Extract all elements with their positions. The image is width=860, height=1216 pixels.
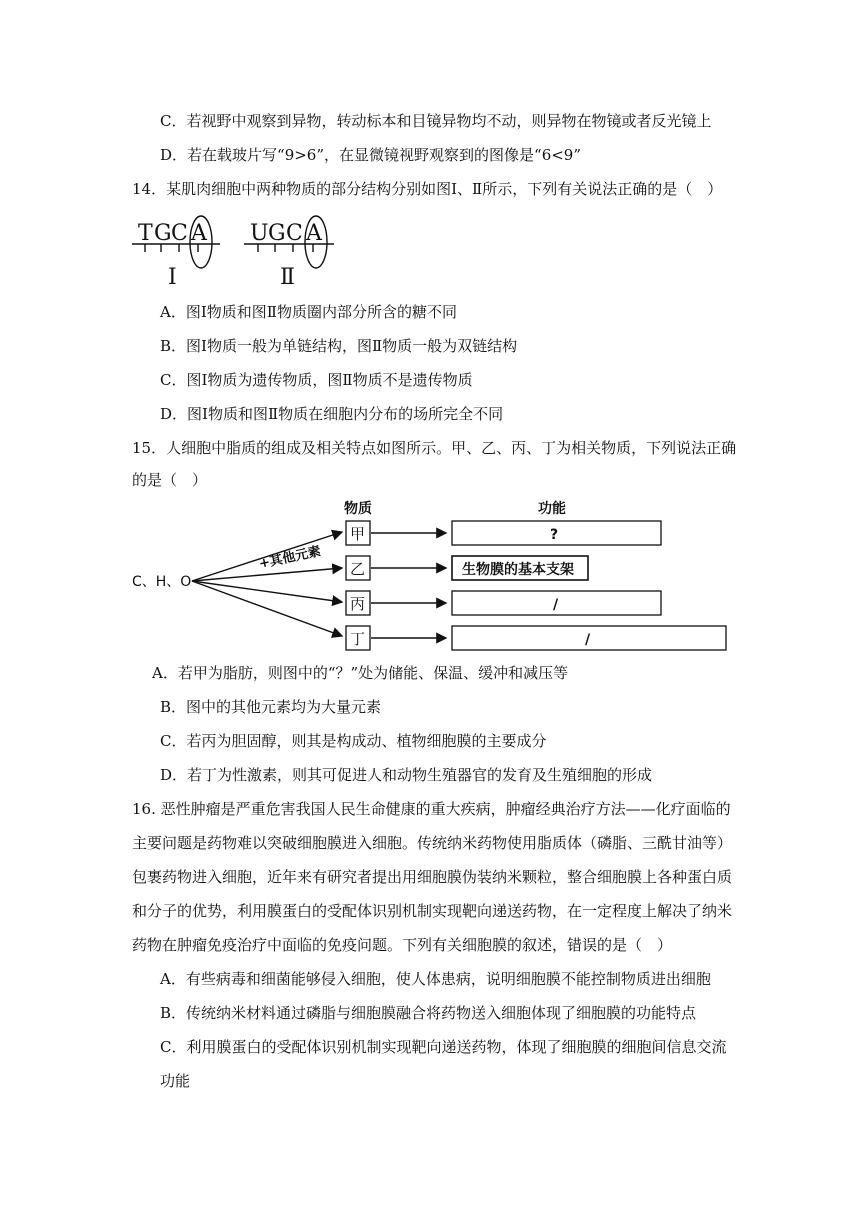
q16-option-c-line-2: 功能: [160, 1072, 191, 1090]
q16-stem-line-5: 药物在肿瘤免疫治疗中面临的免疫问题。下列有关细胞膜的叙述，错误的是（ ）: [132, 936, 673, 954]
q16-option-b: B．传统纳米材料通过磷脂与细胞膜融合将药物送入细胞体现了细胞膜的功能特点: [160, 1004, 697, 1022]
source-elements: C、H、O: [132, 574, 192, 590]
q14-option-b: B．图Ⅰ物质一般为单链结构，图Ⅱ物质一般为双链结构: [160, 337, 518, 355]
function-jia: ?: [550, 527, 559, 543]
q16-stem-line-3: 包裹药物进入细胞，近年来有研究者提出用细胞膜伪装纳米颗粒，整合细胞膜上各种蛋白质: [132, 868, 733, 886]
q16-option-a: A．有些病毒和细菌能够侵入细胞，使人体患病，说明细胞膜不能控制物质进出细胞: [160, 970, 711, 988]
structure-2-base-4: A: [306, 221, 322, 246]
function-yi: 生物膜的基本支架: [462, 562, 574, 578]
q14-option-a: A．图Ⅰ物质和图Ⅱ物质圈内部分所含的糖不同: [160, 303, 457, 321]
substance-yi: 乙: [350, 560, 366, 578]
q15-figure: [130, 496, 730, 656]
q16-option-c-line-1: C．利用膜蛋白的受配体识别机制实现靶向递送药物，体现了细胞膜的细胞间信息交流: [160, 1038, 727, 1056]
q13-option-d: D．若在载玻片写“9>6”，在显微镜视野观察到的图像是“6<9”: [160, 146, 582, 164]
structure-2-base-3: C: [286, 221, 303, 246]
structure-1: [132, 216, 220, 290]
q15-option-c: C．若丙为胆固醇，则其是构成动、植物细胞膜的主要成分: [160, 732, 547, 750]
substance-jia: 甲: [350, 525, 366, 543]
q14-figure: [128, 214, 348, 288]
function-bing: /: [553, 597, 559, 613]
q15-stem-line-1: 15．人细胞中脂质的组成及相关特点如图所示。甲、乙、丙、丁为相关物质，下列说法正确: [132, 439, 737, 457]
structure-2-label: Ⅱ: [280, 265, 295, 290]
q14-stem: 14．某肌肉细胞中两种物质的部分结构分别如图Ⅰ、Ⅱ所示，下列有关说法正确的是（ ）: [132, 180, 723, 198]
q13-option-c: C．若视野中观察到异物，转动标本和目镜异物均不动，则异物在物镜或者反光镜上: [160, 112, 712, 130]
header-function: 功能: [538, 501, 566, 517]
function-ding: /: [585, 632, 591, 648]
structure-1-label: Ⅰ: [168, 265, 177, 290]
structure-1-base-2: G: [154, 221, 172, 246]
structure-2-base-2: G: [268, 221, 286, 246]
header-substance: 物质: [344, 501, 372, 517]
q14-option-d: D．图Ⅰ物质和图Ⅱ物质在细胞内分布的场所完全不同: [160, 405, 504, 423]
structure-1-base-1: T: [138, 221, 153, 246]
substance-ding: 丁: [350, 630, 366, 648]
q15-option-b: B．图中的其他元素均为大量元素: [160, 698, 382, 716]
q14-option-c: C．图Ⅰ物质为遗传物质，图Ⅱ物质不是遗传物质: [160, 371, 473, 389]
structure-2: [244, 216, 334, 290]
q15-stem-line-2: 的是（ ）: [132, 471, 208, 489]
q16-stem-line-4: 和分子的优势，利用膜蛋白的受配体识别机制实现靶向递送药物，在一定程度上解决了纳米: [132, 902, 733, 920]
q16-stem-line-2: 主要问题是药物难以突破细胞膜进入细胞。传统纳米药物使用脂质体（磷脂、三酰甘油等）: [132, 834, 733, 852]
edge-label: +其他元素: [257, 544, 323, 572]
substance-bing: 丙: [350, 595, 366, 613]
q16-stem-line-1: 16. 恶性肿瘤是严重危害我国人民生命健康的重大疾病，肿瘤经典治疗方法——化疗面临的: [132, 800, 731, 818]
q15-option-d: D．若丁为性激素，则其可促进人和动物生殖器官的发育及生殖细胞的形成: [160, 766, 653, 784]
structure-1-base-3: C: [171, 221, 188, 246]
structure-2-base-1: U: [250, 221, 269, 246]
q15-option-a: A．若甲为脂肪，则图中的“？”处为储能、保温、缓冲和减压等: [152, 664, 569, 682]
structure-1-base-4: A: [191, 221, 207, 246]
